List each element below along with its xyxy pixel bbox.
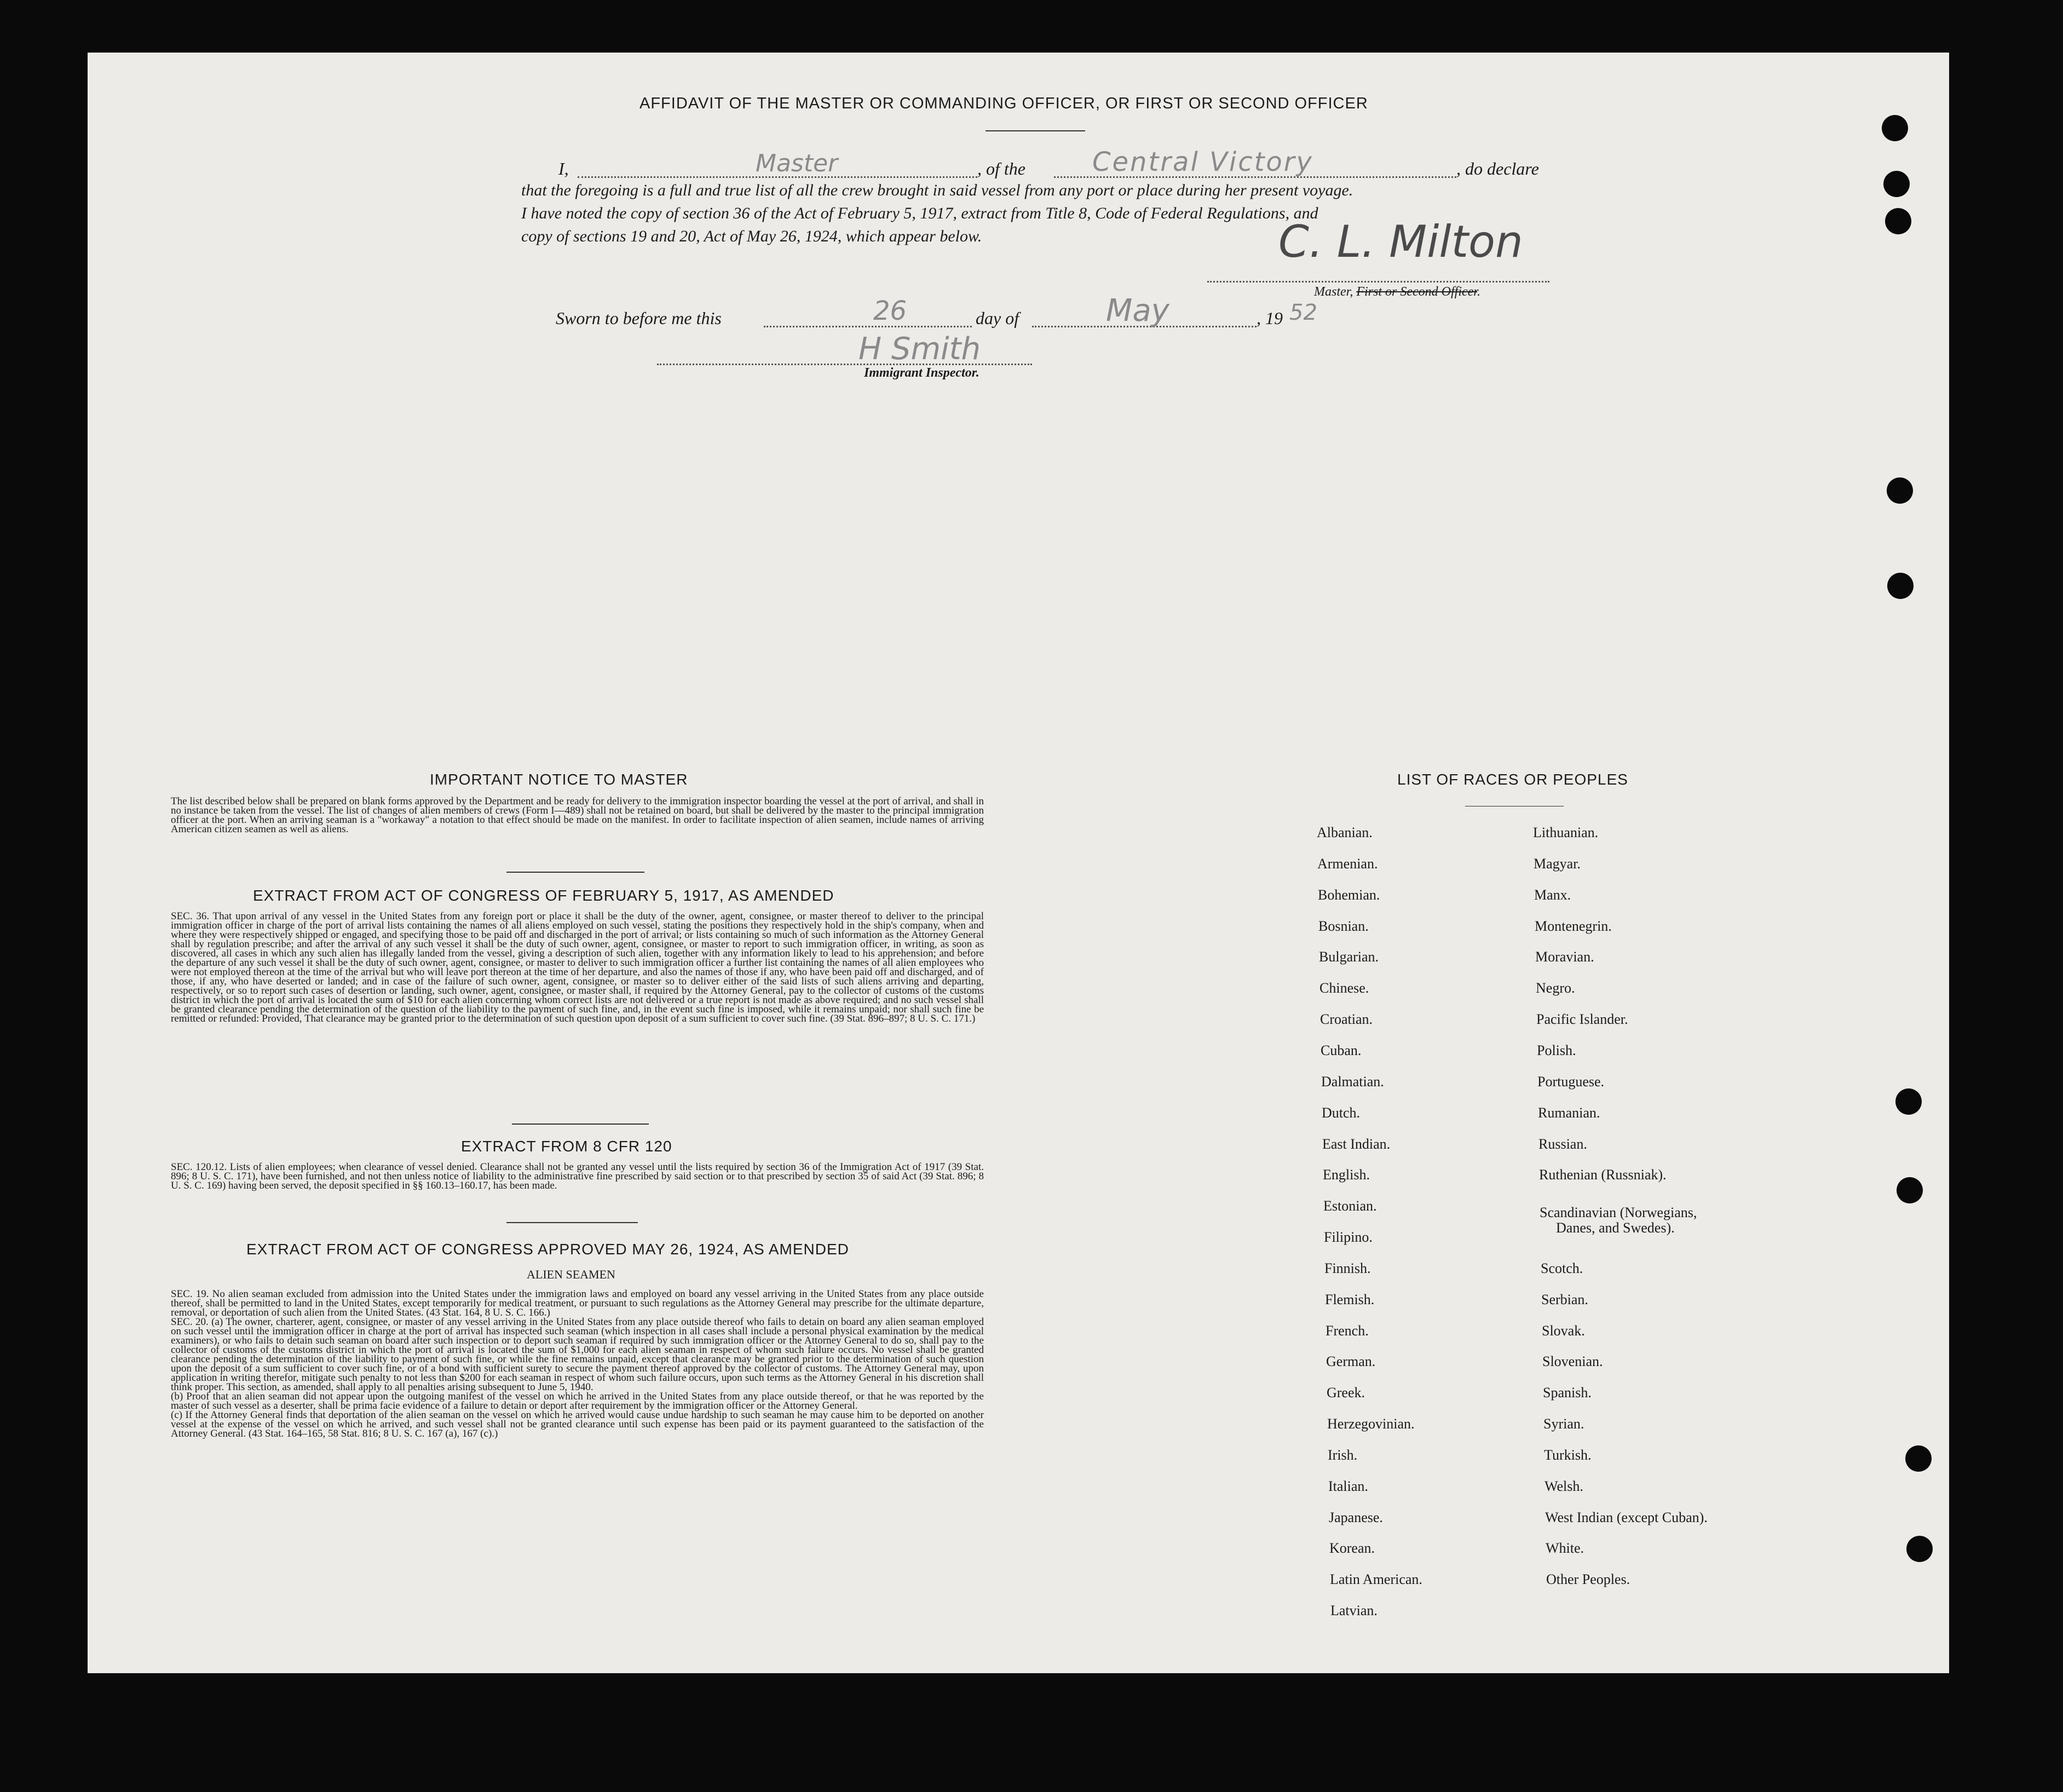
race-item: Welsh. [1545,1478,1583,1494]
race-item: Danes, and Swedes). [1556,1220,1675,1236]
inspector-signature: H Smith [858,331,981,367]
races-title: LIST OF RACES OR PEOPLES [1397,771,1628,788]
race-item: Other Peoples. [1546,1571,1630,1587]
race-item: Bulgarian. [1319,949,1379,965]
inspector-caption: Immigrant Inspector. [864,366,979,380]
notice-title: IMPORTANT NOTICE TO MASTER [430,771,688,788]
race-item: Slovenian. [1542,1353,1603,1369]
race-item: Estonian. [1323,1198,1377,1214]
race-item: Dutch. [1322,1105,1361,1121]
race-item: Pacific Islander. [1536,1011,1628,1027]
race-item: Flemish. [1325,1292,1375,1307]
punch-hole [1905,1445,1932,1472]
master-signature: C. L. Milton [1278,216,1523,267]
race-item: West Indian (except Cuban). [1545,1509,1708,1525]
signature-caption-struck: First or Second Officer [1356,285,1477,299]
race-item: Dalmatian. [1321,1074,1384,1090]
extract-1924-sec20a: SEC. 20. (a) The owner, charterer, agent, consignee, or master of any vessel arriving in the United States from any place outside thereof who fails to detain on board any alien seaman employed on such vessel until the immigration officer in charge at the port of arrival has inspected such seaman (which inspection in all cases shall include a personal physical examination by the medical examiners), or who fails to detain such seaman on board after such inspection or to deport such seaman if required by such immigration officer or the Attorney General to do so, shall pay to the collector of customs of the customs district in which the port of arrival is located the sum of $1,000 for each alien seaman in respect of whom such failure occurs. No vessel shall be granted clearance pending the determination of the liability to payment of such fine, or while the fine remains unpaid, except that clearance may be granted prior to the determination of such question upon the deposit of a sum sufficient to cover such fine, or of a bond with sufficient surety to secure the payment thereof approved by the collector of customs. The Attorney General may, upon application in writing therefor, mitigate such penalty to not less than $200 for each seaman in respect of whom such failure occurs, upon such terms as the Attorney General in his discretion shall think proper. This section, as amended, shall apply to all penalties arising subsequent to June 5, 1940. [171,1316,984,1393]
race-item: Magyar. [1534,856,1581,872]
race-item: Syrian. [1543,1416,1584,1432]
extract-1924-subtitle: ALIEN SEAMEN [527,1267,615,1281]
notice-body: The list described below shall be prepared on blank forms approved by the Department and be ready for delivery to the immigration inspector boarding the vessel at the port of arrival, and shall in no instance be taken from the vessel. The list of changes of alien members of crews (Form I—489) shall not be retained on board, but shall be delivered by the master to the principal immigration officer at the port. When an arriving seaman is a "workaway" a notation to that effect should be made on the manifest. In order to facilitate inspection of alien seamen, include names of arriving American citizen seamen as well as aliens. [171,796,984,835]
race-item: Russian. [1538,1136,1587,1152]
sworn-year: 52 [1289,300,1317,325]
race-item: Korean. [1329,1540,1375,1556]
extract-cfr-title: EXTRACT FROM 8 CFR 120 [461,1138,672,1155]
race-item: Latin American. [1330,1571,1422,1587]
signature-caption [1314,285,1480,299]
race-item: Moravian. [1535,949,1594,965]
race-item: Scotch. [1541,1260,1583,1276]
extract-1924-sec20b: (b) Proof that an alien seaman did not appear upon the outgoing manifest of the vessel on which he arrived in the United States from any place outside thereof, or that he was reported by the master of such vessel as a deserter, shall be prima facie evidence of a failure to detain or deport after requirement by the immigration officer or the Attorney General. [171,1391,984,1411]
race-item: Manx. [1534,887,1571,903]
declarant-prefix: I, [558,159,569,178]
punch-hole [1895,1088,1922,1115]
affidavit-title: AFFIDAVIT OF THE MASTER OR COMMANDING OFFICER, OR FIRST OR SECOND OFFICER [639,95,1368,112]
race-item: Latvian. [1330,1603,1378,1618]
race-item: Finnish. [1324,1260,1371,1276]
race-item: Croatian. [1320,1011,1373,1027]
punch-hole [1883,171,1910,197]
declarant-suffix: , do declare [1456,159,1539,178]
race-item: Montenegrin. [1535,918,1612,934]
race-item: Filipino. [1324,1229,1373,1245]
affidavit-line3: I have noted the copy of section 36 of the Act of February 5, 1917, extract from Title 8, Code of Federal Regulations, and [521,204,1318,222]
race-item: Cuban. [1321,1042,1362,1058]
notice-divider [506,872,644,873]
declarant-mid: , of the [977,159,1025,178]
inspector-signature-line [657,364,1032,365]
race-item: Slovak. [1542,1323,1585,1339]
sworn-prefix: Sworn to before me this [556,308,722,328]
extract-1917-title: EXTRACT FROM ACT OF CONGRESS OF FEBRUARY 5, 1917, AS AMENDED [253,887,834,904]
race-item: Japanese. [1329,1509,1383,1525]
signature-caption-master: Master, [1314,285,1357,299]
race-item: German. [1326,1353,1376,1369]
extract-cfr-body: SEC. 120.12. Lists of alien employees; when clearance of vessel denied. Clearance shall not be granted any vessel until the lists required by section 36 of the Immigration Act of 1917 (39 Stat. 896; 8 U. S. C. 171), have been furnished, and not then unless notice of liability to the administrative fine prescribed by said section or to that prescribed by section 35 of said Act (39 Stat. 896; 8 U. S. C. 169) having been served, the deposit specified in §§ 160.13–160.17, has been made. [171,1161,984,1191]
punch-hole [1887,477,1913,504]
race-item: Bohemian. [1318,887,1380,903]
vessel-name: Central Victory [1092,147,1313,177]
race-item: Lithuanian. [1533,825,1599,840]
race-item: Chinese. [1319,980,1369,996]
race-item: Herzegovinian. [1327,1416,1415,1432]
race-item: Bosnian. [1318,918,1369,934]
punch-hole [1897,1177,1923,1203]
sworn-day-line [764,326,972,327]
race-item: White. [1546,1540,1584,1556]
sworn-day: 26 [873,296,907,326]
extract-1924-sec19: SEC. 19. No alien seaman excluded from admission into the United States under the immigration laws and employed on board any vessel arriving in the United States from any place outside thereof, shall be permitted to land in the United States, except temporarily for medical treatment, or pursuant to such regulations as the Attorney General may prescribe for the ultimate departure, removal, or deportation of such alien from the United States. (43 Stat. 164, 8 U. S. C. 166.) [171,1288,984,1318]
title-underline [986,130,1085,131]
affidavit-line4: copy of sections 19 and 20, Act of May 26, 1924, which appear below. [521,227,982,245]
race-item: Scandinavian (Norwegians, [1540,1205,1697,1220]
race-item: Turkish. [1544,1447,1592,1463]
affidavit-line2: that the foregoing is a full and true list of all the crew brought in said vessel from any port or place during her present voyage. [521,181,1353,199]
master-signature-line [1207,281,1549,283]
race-item: East Indian. [1322,1136,1391,1152]
extract-1924-sec20c: (c) If the Attorney General finds that deportation of the alien seaman on the vessel on which he arrived would cause undue hardship to such seaman he may cause him to be deported on another vessel at the expense of the vessel on which he arrived, and such vessel shall not be granted clearance until such expense has been paid or its payment guaranteed to the satisfaction of the Attorney General. (43 Stat. 164–165, 58 Stat. 816; 8 U. S. C. 167 (a), 167 (c).) [171,1409,984,1439]
race-item: Italian. [1328,1478,1368,1494]
race-item: Armenian. [1317,856,1378,872]
race-item: Albanian. [1317,825,1373,840]
race-item: Rumanian. [1538,1105,1600,1121]
extract-1924-title: EXTRACT FROM ACT OF CONGRESS APPROVED MAY 26, 1924, AS AMENDED [246,1241,849,1258]
race-item: French. [1326,1323,1369,1339]
sworn-month: May [1106,293,1169,329]
race-item: Portuguese. [1537,1074,1605,1090]
sworn-year-prefix: , 19 [1257,308,1283,328]
extract-1917-divider [512,1123,649,1125]
extract-1917-body: SEC. 36. That upon arrival of any vessel in the United States from any foreign port or place it shall be the duty of the owner, agent, consignee, or master thereof to deliver to the principal immigration officer in charge of the port of arrival lists containing the names of all aliens employed on such vessel, stating the positions they respectively hold in the ship's company, when and where they were respectively shipped or engaged, and specifying those to be paid off and discharged in the port of arrival; or lists containing so much of such information as the Attorney General shall by regulation prescribe; and after the arrival of any such vessel it shall be the duty of such owner, agent, consignee, or master to report to such immigration officer, in writing, as soon as discovered, all cases in which any such alien has illegally landed from the vessel, giving a description of such alien, together with any information likely to lead to his apprehension; and before the departure of any such vessel it shall be the duty of such owner, agent, consignee, or master to deliver to such immigration officer a further list containing the names of all alien employees who were not employed thereon at the time of the arrival but who will leave port thereon at the time of her departure, and also the names of those if any, who have been paid off and discharged, and of those, if any, who have deserted or landed; and in case of the failure of such owner, agent, consignee, or master so to deliver either of the said lists of such aliens arriving and departing, respectively, or so to report such cases of desertion or landing, such owner, agent, consignee, or master shall, if required by the Attorney General, pay to the collector of customs of the customs district in which the port of arrival is located the sum of $10 for each alien concerning whom correct lists are not delivered or a true report is not made as above required; and no such vessel shall be granted clearance pending the determination of the question of the liability to the payment of such fine, and, in the event such fine is imposed, while it remains unpaid; nor shall such fine be remitted or refunded: Provided, That clearance may be granted prior to the determination of such question upon deposit of a sum sufficient to cover such fine. (39 Stat. 896–897; 8 U. S. C. 171.) [171,911,984,1024]
declarant-name: Master [756,149,838,177]
extract-1924-body [171,1289,984,1438]
punch-hole [1887,573,1914,599]
extract-cfr-divider [506,1222,638,1223]
punch-hole [1882,115,1908,141]
race-item: Polish. [1537,1042,1576,1058]
punch-hole [1906,1536,1933,1562]
race-item: Negro. [1536,980,1575,996]
sworn-mid: day of [976,308,1019,328]
race-item: Serbian. [1541,1292,1588,1307]
race-item: Ruthenian (Russniak). [1539,1167,1667,1183]
race-item: Greek. [1327,1385,1365,1401]
signature-caption-end: . [1477,285,1480,299]
race-item: Spanish. [1543,1385,1592,1401]
punch-hole [1885,208,1911,234]
race-item: English. [1323,1167,1370,1183]
race-item: Irish. [1328,1447,1358,1463]
